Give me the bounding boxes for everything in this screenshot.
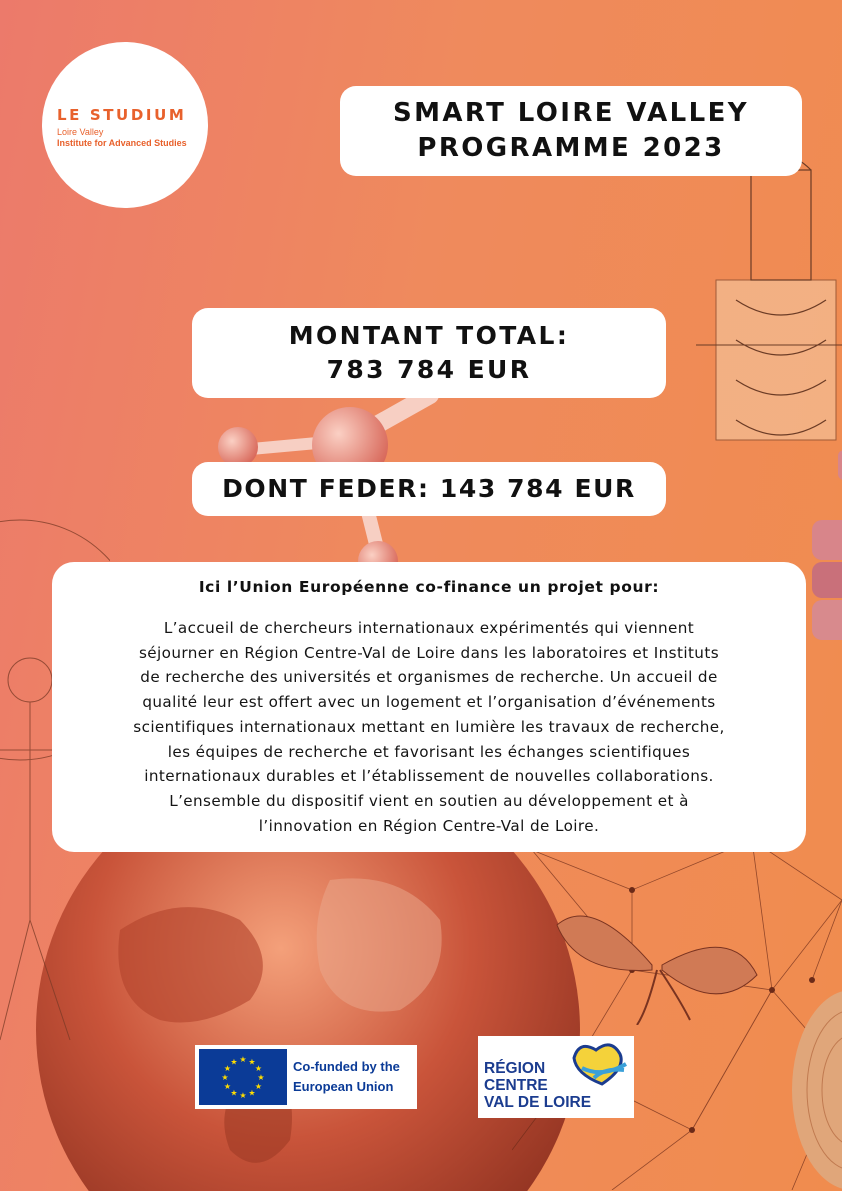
description-line: qualité leur est offert avec un logement et l’organisation d’événements: [142, 693, 716, 712]
svg-text:★: ★: [248, 1057, 256, 1067]
logo-name: LE STUDIUM: [57, 106, 187, 124]
description-line: de recherche des universités et organismes de recherche. Un accueil de: [140, 668, 718, 687]
description-line: internationaux durables et l’établissement de nouvelles collaborations.: [144, 767, 714, 786]
svg-text:★: ★: [254, 1064, 263, 1073]
feder-amount-text: DONT FEDER: 143 784 EUR: [222, 474, 636, 503]
region-logo-line3: VAL DE LOIRE: [484, 1094, 592, 1111]
svg-text:★: ★: [257, 1073, 265, 1082]
tower-drawing-image: [696, 150, 842, 450]
logo-subtitle-line2: Institute for Advanced Studies: [57, 138, 187, 148]
total-amount-box: [192, 308, 666, 398]
svg-text:★: ★: [254, 1082, 263, 1091]
wood-slice-image: [782, 990, 842, 1190]
le-studium-logo: [42, 42, 208, 208]
total-amount-value: 783 784 EUR: [326, 355, 532, 384]
region-heart-icon: [564, 1038, 634, 1088]
svg-text:★: ★: [223, 1064, 232, 1073]
svg-text:★: ★: [239, 1091, 247, 1100]
svg-text:★: ★: [248, 1088, 256, 1098]
region-logo-line2: CENTRE: [484, 1077, 548, 1094]
svg-text:★: ★: [223, 1082, 232, 1091]
svg-text:★: ★: [221, 1073, 229, 1082]
butterfly-image: [552, 905, 762, 1025]
title-line1: SMART LOIRE VALLEY: [392, 98, 749, 128]
eu-logo-line1: Co-funded by the: [293, 1059, 400, 1074]
description-line: les équipes de recherche et favorisant les échanges scientifiques: [167, 742, 691, 761]
eu-cofunded-logo: [195, 1045, 417, 1109]
description-line: scientifiques internationaux mettant en lumière les travaux de recherche,: [133, 717, 725, 736]
total-amount-label: MONTANT TOTAL:: [288, 321, 570, 350]
eu-flag-icon: [199, 1049, 287, 1105]
eu-stars-icon: [199, 1049, 287, 1105]
description-line: L’accueil de chercheurs internationaux expérimentés qui viennent: [163, 619, 695, 637]
eu-logo-line2: European Union: [293, 1079, 394, 1094]
pink-cylinders-image: [812, 450, 842, 650]
description-line: L’ensemble du dispositif vient en soutien au développement et à: [169, 791, 689, 810]
svg-text:★: ★: [230, 1057, 238, 1067]
project-description-box: [52, 562, 806, 852]
region-logo-line1: RÉGION: [484, 1060, 546, 1077]
svg-text:★: ★: [230, 1088, 238, 1098]
region-centre-logo: [478, 1036, 634, 1118]
description-title: Ici l’Union Européenne co-finance un projet pour:: [198, 578, 660, 596]
programme-title-box: [340, 86, 802, 176]
feder-amount-box: [192, 462, 666, 516]
description-line: l’innovation en Région Centre-Val de Loire.: [258, 816, 600, 835]
title-line2: PROGRAMME 2023: [417, 133, 725, 163]
description-line: séjourner en Région Centre-Val de Loire dans les laboratoires et Instituts: [138, 643, 720, 662]
svg-text:★: ★: [239, 1055, 247, 1064]
logo-subtitle-line1: Loire Valley: [57, 127, 104, 137]
